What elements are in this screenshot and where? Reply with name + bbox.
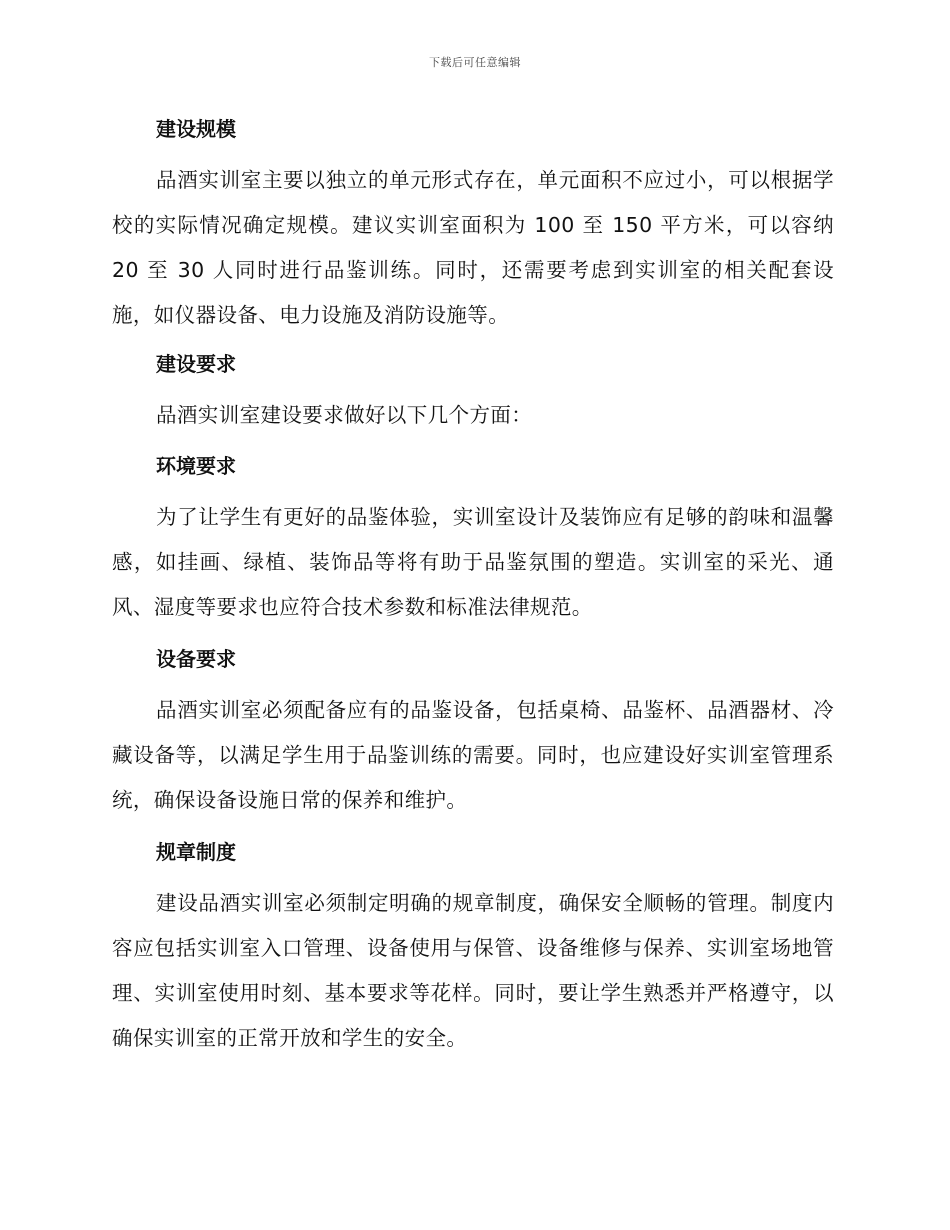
document-body: [112, 110, 834, 1061]
paragraph-requirements: 品酒实训室建设要求做好以下几个方面：: [156, 403, 533, 427]
paragraph-scale: 品酒实训室主要以独立的单元形式存在，单元面积不应过小，可以根据学校的实际情况确定规模。建议实训室面积为 100 至 150 平方米，可以容纳 20 至 30 人同时进行品鉴训练。同时，还需要考虑到实训室的相关配套设施，如仪器设备、电力设施及消防设施等。: [112, 168, 834, 327]
paragraph-environment: 为了让学生有更好的品鉴体验，实训室设计及装饰应有足够的韵味和温馨感，如挂画、绿植、装饰品等将有助于品鉴氛围的塑造。实训室的采光、通风、湿度等要求也应符合技术参数和标准法律规范。: [112, 505, 834, 619]
section-heading-rules: 规章制度: [156, 840, 236, 864]
section-heading-scale: 建设规模: [156, 117, 236, 141]
section-heading-environment: 环境要求: [156, 454, 236, 478]
paragraph-equipment: 品酒实训室必须配备应有的品鉴设备，包括桌椅、品鉴杯、品酒器材、冷藏设备等，以满足学生用于品鉴训练的需要。同时，也应建设好实训室管理系统，确保设备设施日常的保养和维护。: [112, 698, 834, 812]
section-heading-equipment: 设备要求: [156, 647, 236, 671]
section-heading-requirements: 建设要求: [156, 352, 236, 376]
paragraph-rules: 建设品酒实训室必须制定明确的规章制度，确保安全顺畅的管理。制度内容应包括实训室入口管理、设备使用与保管、设备维修与保养、实训室场地管理、实训室使用时刻、基本要求等花样。同时，要让学生熟悉并严格遵守，以确保实训室的正常开放和学生的安全。: [112, 891, 834, 1050]
page-header: 下载后可任意编辑: [429, 56, 521, 69]
